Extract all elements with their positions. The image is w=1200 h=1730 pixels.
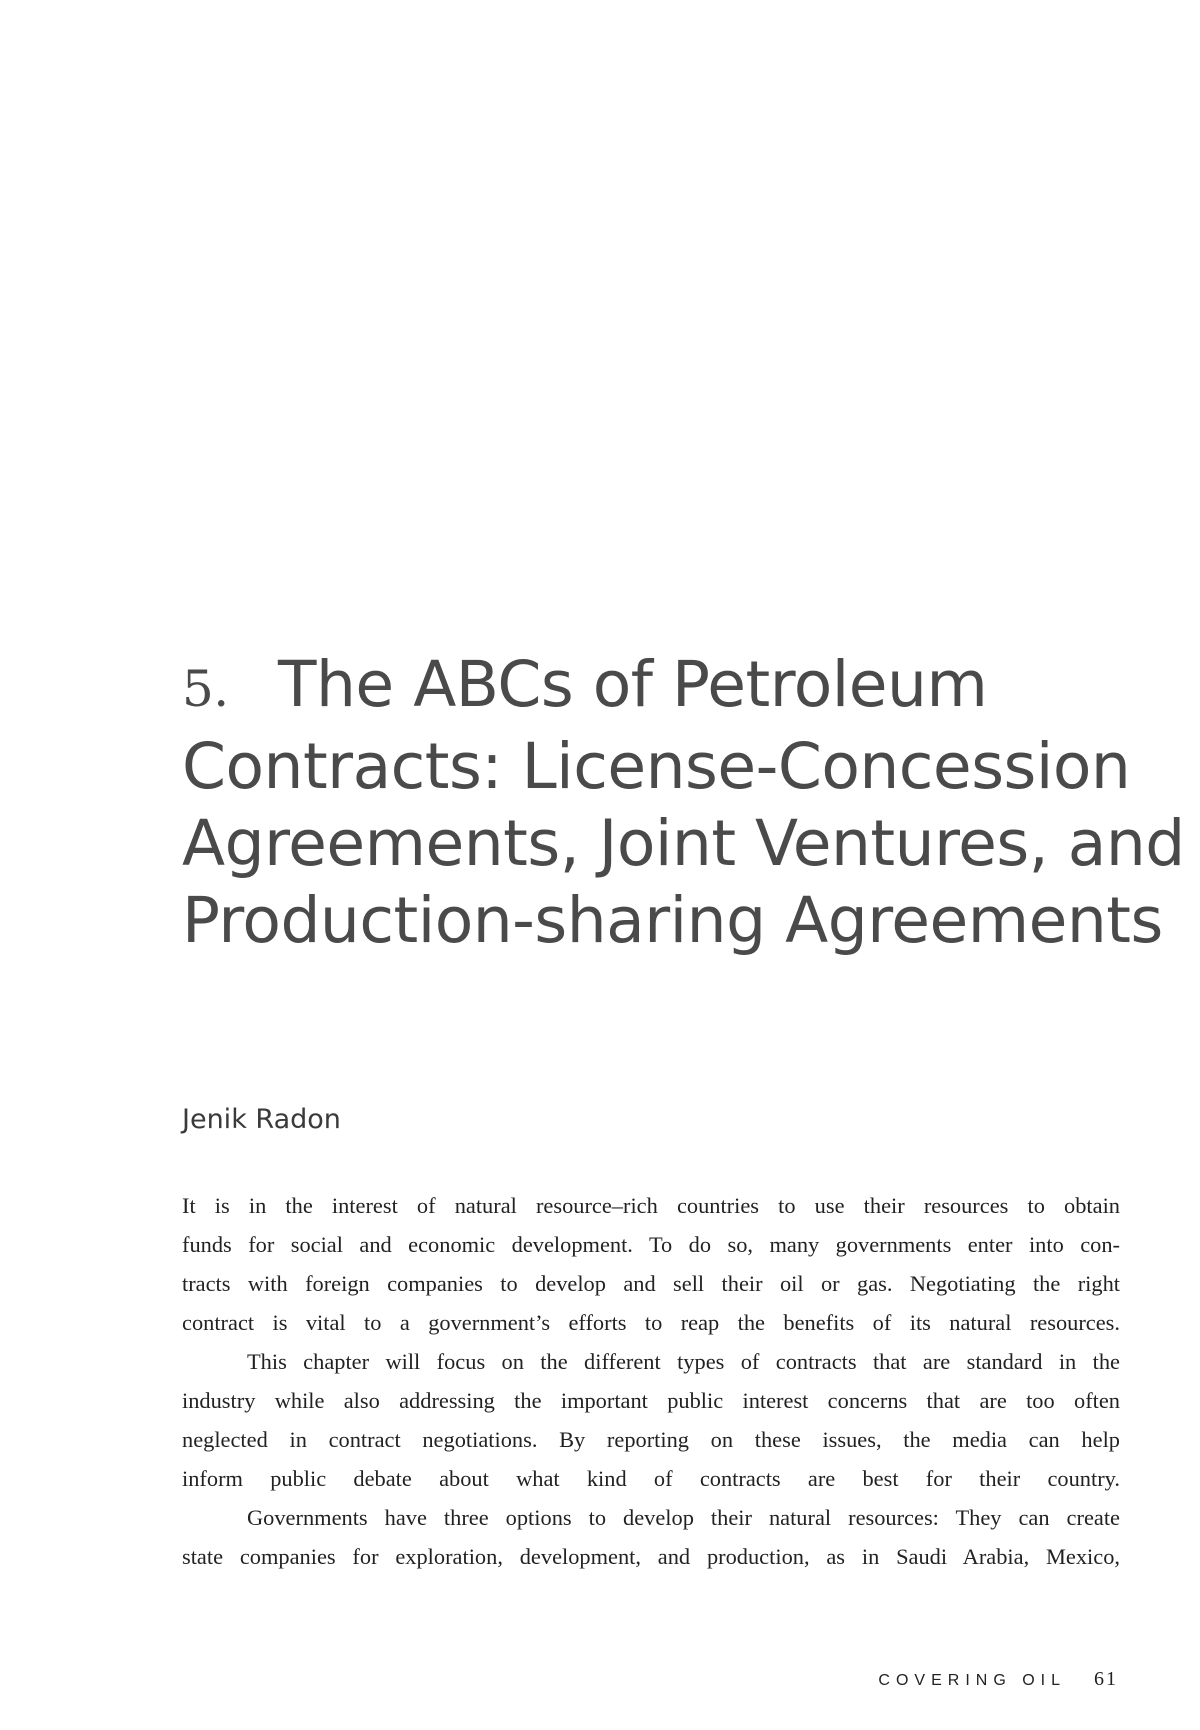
text-line: contract is vital to a government’s efforts to reap the benefits of its natural resources. (182, 1310, 1120, 1335)
paragraph-2 (182, 1342, 1120, 1498)
author-name: Jenik Radon (182, 1104, 341, 1135)
page-footer (878, 1668, 1118, 1691)
paragraph-3 (182, 1498, 1120, 1576)
chapter-heading (182, 646, 1185, 959)
chapter-title-text: The ABCs of Petroleum (278, 648, 988, 721)
text-line: inform public debate about what kind of contracts are best for their country. (182, 1466, 1120, 1491)
chapter-title-line: Contracts: License-Concession (182, 730, 1131, 803)
body-text (182, 1186, 1120, 1576)
text-line: industry while also addressing the important public interest concerns that are too often (182, 1388, 1120, 1413)
chapter-title-line: Production-sharing Agreements (182, 884, 1163, 957)
text-line: funds for social and economic development. To do so, many governments enter into con- (182, 1232, 1120, 1257)
page-number: 61 (1094, 1668, 1118, 1690)
text-line: tracts with foreign companies to develop and sell their oil or gas. Negotiating the right (182, 1271, 1120, 1296)
chapter-title-line: Agreements, Joint Ventures, and (182, 807, 1185, 880)
paragraph-1 (182, 1186, 1120, 1342)
chapter-title-line (182, 646, 1132, 728)
text-line: Governments have three options to develop their natural resources: They can create (247, 1505, 1120, 1530)
text-line: It is in the interest of natural resource–rich countries to use their resources to obtain (182, 1193, 1120, 1218)
text-line: state companies for exploration, development, and production, as in Saudi Arabia, Mexico, (182, 1544, 1120, 1569)
running-head: COVERING OIL (878, 1672, 1066, 1689)
chapter-number: 5. (182, 660, 229, 718)
text-line: This chapter will focus on the different types of contracts that are standard in the (247, 1349, 1120, 1374)
text-line: neglected in contract negotiations. By reporting on these issues, the media can help (182, 1427, 1120, 1452)
